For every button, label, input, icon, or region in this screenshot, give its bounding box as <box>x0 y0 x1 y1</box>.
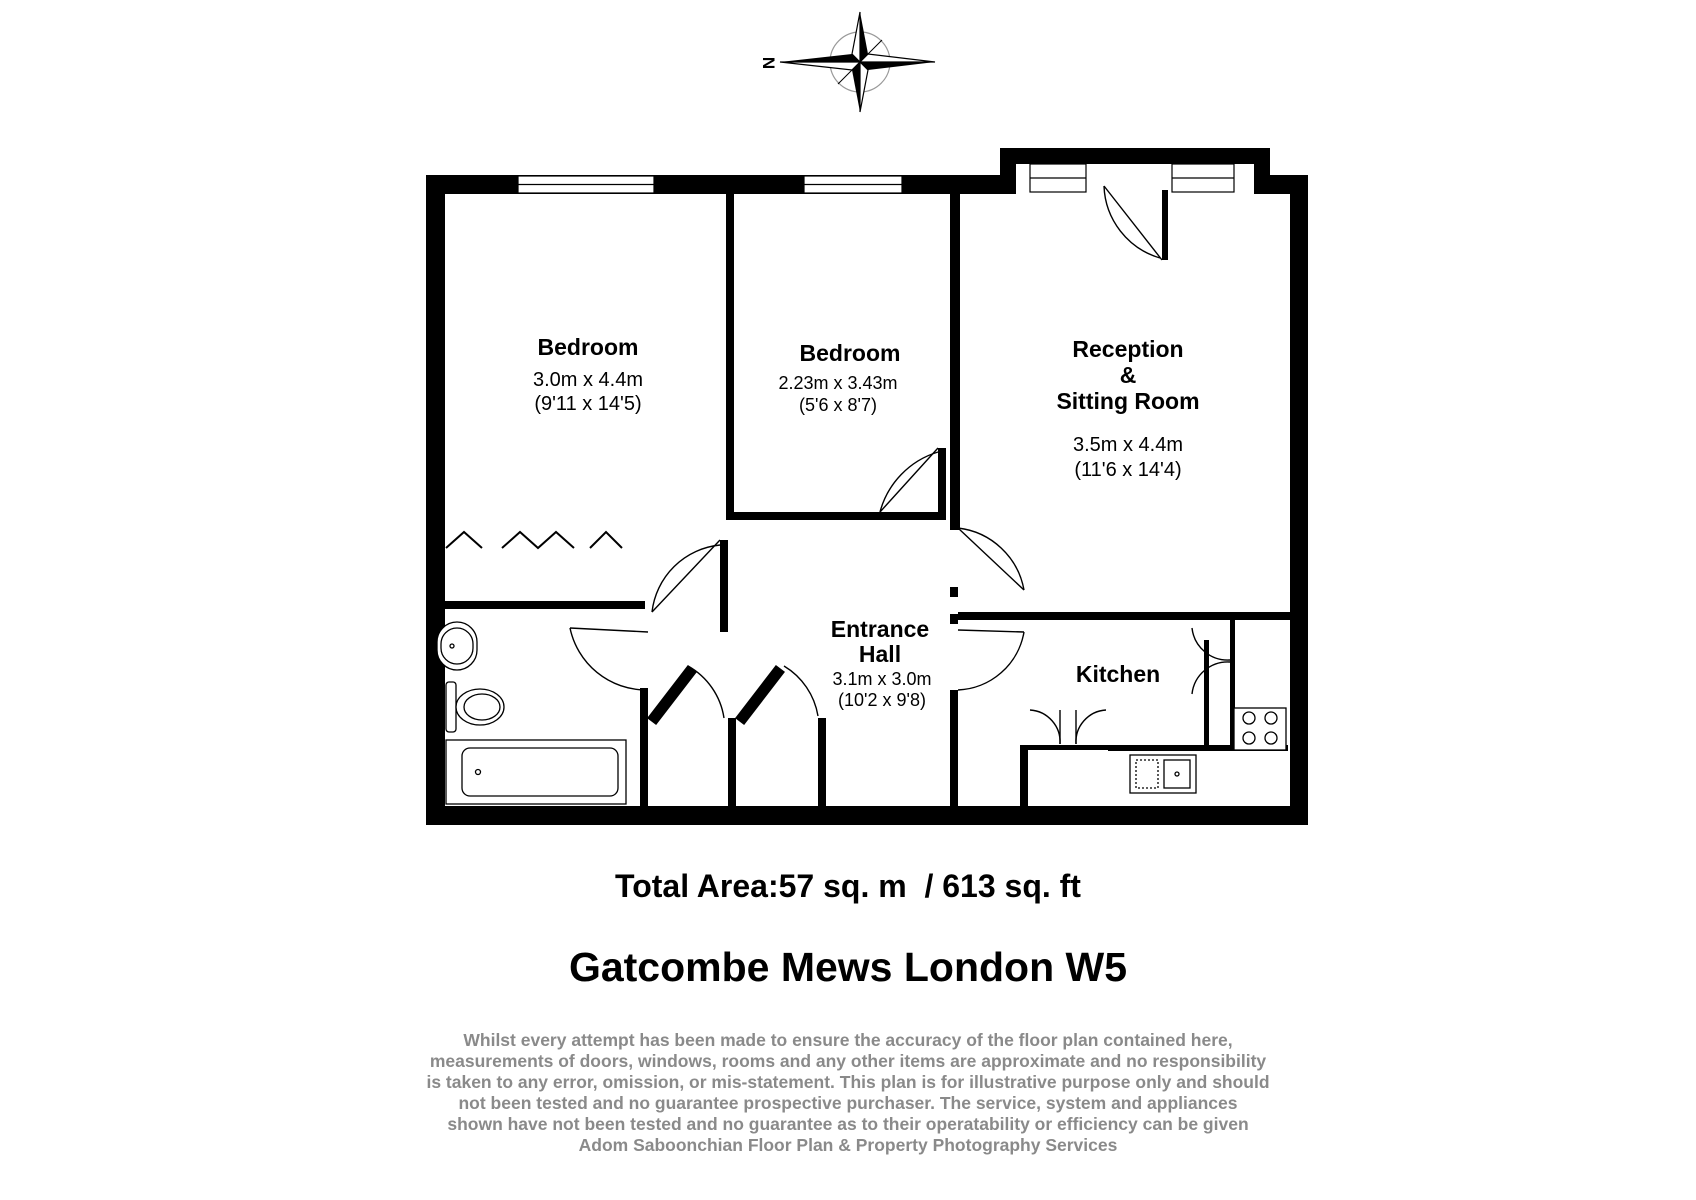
compass-rose-icon <box>780 12 935 112</box>
room-name-line2: Hall <box>858 641 902 667</box>
disclaimer-line: not been tested and no guarantee prospective purchaser. The service, system and appliances <box>458 1093 1238 1113</box>
room-name-line3: Sitting Room <box>1056 388 1200 414</box>
room-metric: 3.1m x 3.0m <box>832 669 932 689</box>
room-name: Kitchen <box>1075 661 1161 687</box>
windows <box>518 164 1234 193</box>
bath-icon <box>446 740 626 804</box>
room-imperial: (10'2 x 9'8) <box>838 690 926 710</box>
toilet-icon <box>446 682 504 732</box>
room-bedroom-2 <box>778 340 900 415</box>
north-label: N <box>759 56 779 70</box>
room-name-line1: Entrance <box>830 616 930 642</box>
room-metric: 3.5m x 4.4m <box>1072 434 1184 456</box>
disclaimer-line: shown have not been tested and no guarantee as to their operatability or efficiency can be given <box>447 1114 1249 1134</box>
disclaimer-line: is taken to any error, omission, or mis-statement. This plan is for illustrative purpose only and should <box>426 1072 1270 1092</box>
wardrobe <box>446 532 622 548</box>
total-area: Total Area:57 sq. m / 613 sq. ft <box>615 868 1081 904</box>
room-reception <box>1056 336 1199 481</box>
sink-icon <box>1130 755 1196 793</box>
room-kitchen <box>1076 661 1160 687</box>
bathroom-fixtures <box>437 622 626 804</box>
room-metric: 3.0m x 4.4m <box>532 369 644 391</box>
room-imperial: (11'6 x 14'4) <box>1074 459 1182 481</box>
interior-walls <box>445 190 1292 810</box>
disclaimer-line: measurements of doors, windows, rooms and any other items are approximate and no responsibility <box>429 1051 1267 1071</box>
disclaimer-line: Adom Saboonchian Floor Plan & Property Photography Services <box>578 1135 1118 1155</box>
exterior-walls <box>426 148 1308 825</box>
disclaimer-line: Whilst every attempt has been made to ensure the accuracy of the floor plan contained here, <box>463 1030 1233 1050</box>
room-imperial: (9'11 x 14'5) <box>534 393 642 415</box>
room-name: Bedroom <box>537 334 639 360</box>
room-bedroom-1 <box>533 334 643 415</box>
room-imperial: (5'6 x 8'7) <box>799 395 877 415</box>
room-name-line2: & <box>1119 362 1137 388</box>
room-name: Bedroom <box>799 340 901 366</box>
disclaimer <box>280 1030 1416 1156</box>
room-name-line1: Reception <box>1072 336 1184 362</box>
room-entrance-hall <box>831 616 932 710</box>
property-address: Gatcombe Mews London W5 <box>568 944 1128 990</box>
room-metric: 2.23m x 3.43m <box>778 373 898 393</box>
basin-icon <box>437 622 477 670</box>
hob-icon <box>1234 708 1286 750</box>
